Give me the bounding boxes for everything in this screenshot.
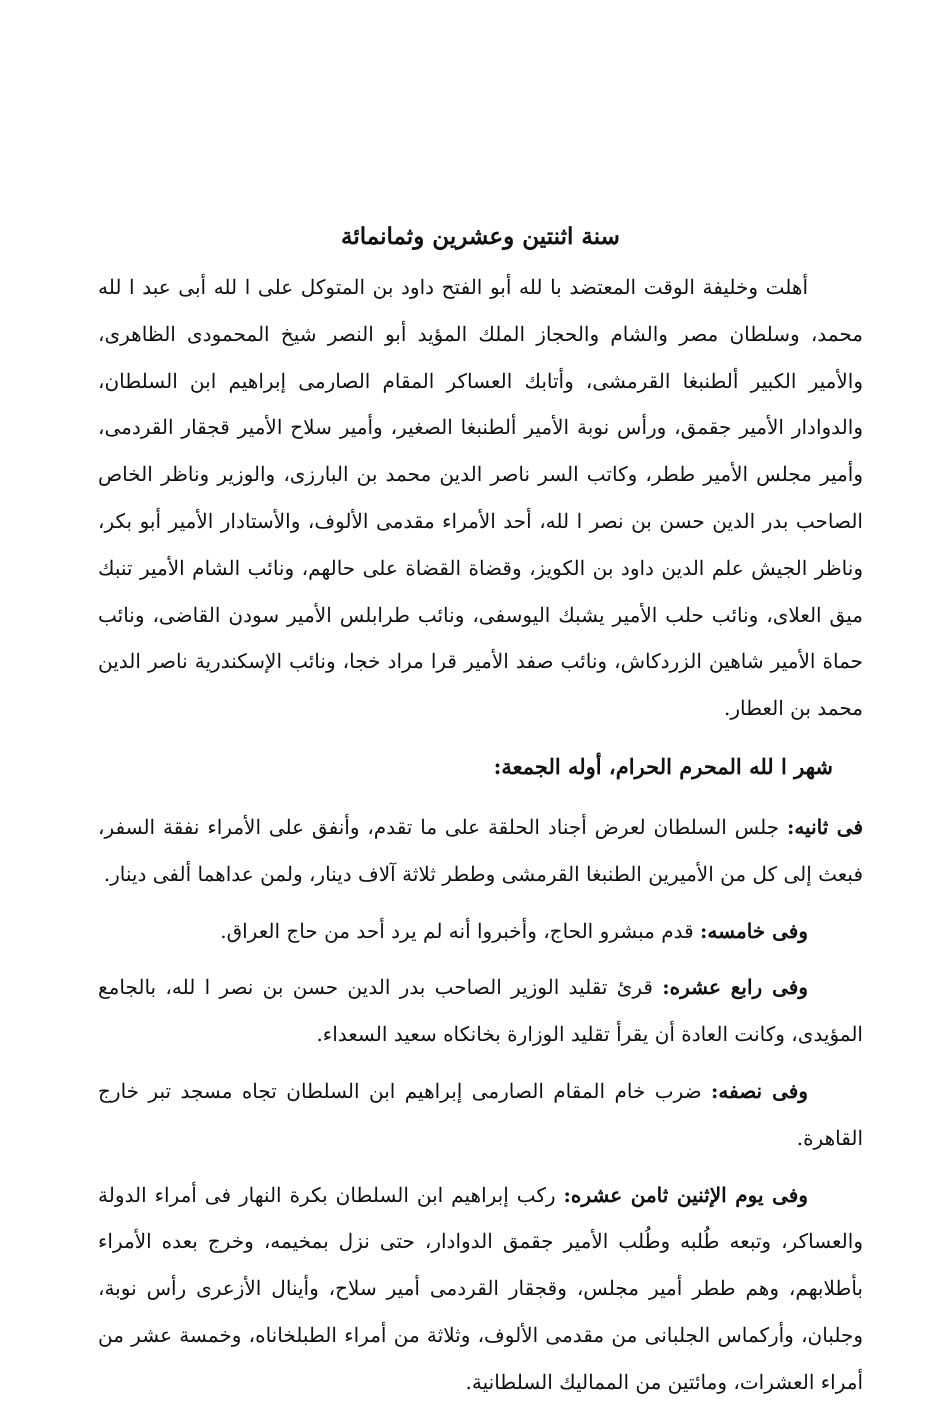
entry-text: ضرب خام المقام الصارمى إبراهيم ابن السلطان تجاه مسجد تبر خارج القاهرة. xyxy=(98,1078,863,1150)
entry-text: قدم مبشرو الحاج، وأخبروا أنه لم يرد أحد من حاج العراق. xyxy=(220,918,701,943)
entry-paragraph xyxy=(98,908,863,955)
entry-date-lead: وفى يوم الإثنين ثامن عشره: xyxy=(563,1182,808,1207)
intro-paragraph: أهلت وخليفة الوقت المعتضد با لله أبو الفتح داود بن المتوكل على ا لله أبى عبد ا لله محمد، وسلطان مصر والشام والحجاز الملك المؤيد أبو النصر شيخ المحمودى الظاهرى، والأمير الكبير ألطنبغا القرمشى، وأتابك العساكر المقام الصارمى إبراهيم ابن السلطان، والدوادار الأمير جقمق، ورأس نوبة الأمير ألطنبغا الصغير، وأمير سلاح الأمير قجقار القردمى، وأمير مجلس الأمير ططر، وكاتب السر ناصر الدين محمد بن البارزى، والوزير وناظر الخاص الصاحب بدر الدين حسن بن نصر ا لله، أحد الأمراء مقدمى الألوف، والأستادار الأمير أبو بكر، وناظر الجيش علم الدين داود بن الكويز، وقضاة القضاة على حالهم، ونائب الشام الأمير تنبك ميق العلاى، ونائب حلب الأمير يشبك اليوسفى، ونائب طرابلس الأمير سودن القاضى، ونائب حماة الأمير شاهين الزردكاش، ونائب صفد الأمير قرا مراد خجا، ونائب الإسكندرية ناصر الدين محمد بن العطار. xyxy=(98,275,863,721)
entry-paragraph xyxy=(98,964,863,1058)
entry-paragraph xyxy=(98,1068,863,1162)
entry-date-lead: وفى نصفه: xyxy=(710,1078,809,1103)
entry-date-lead: فى ثانيه: xyxy=(786,814,864,839)
entry-paragraph xyxy=(98,1172,863,1406)
entry-date-lead: وفى رابع عشره: xyxy=(662,975,808,1000)
entry-text: قرئ تقليد الوزير الصاحب بدر الدين حسن بن نصر ا لله، بالجامع المؤيدى، وكانت العادة أن يقرأ تقليد الوزارة بخانكاه سعيد السعداء. xyxy=(98,975,863,1047)
entry-paragraph xyxy=(98,804,863,898)
page-title: سنة اثنتين وعشرين وثمانمائة xyxy=(341,223,620,250)
entry-text: ركب إبراهيم ابن السلطان بكرة النهار فى أمراء الدولة والعساكر، وتبعه طُلبه وطُلب الأمير جقمق الدوادار، حتى نزل بمخيمه، وخرج بعده الأمراء بأطلابهم، وهم ططر أمير مجلس، وقجقار القردمى أمير سلاح، وأينال الأزعرى رأس نوبة، وجلبان، وأركماس الجلبانى من مقدمى الألوف، وثلاثة من أمراء الطبلخاناه، وخمسة عشر من أمراء العشرات، ومائتين من المماليك السلطانية. xyxy=(98,1182,863,1394)
month-heading: شهر ا لله المحرم الحرام، أوله الجمعة: xyxy=(493,753,833,779)
document-page xyxy=(98,220,863,1406)
entry-date-lead: وفى خامسه: xyxy=(700,918,808,943)
entry-text: جلس السلطان لعرض أجناد الحلقة على ما تقدم، وأنفق على الأمراء نفقة السفر، فبعث إلى كل من الأميرين الطنبغا القرمشى وططر ثلاثة آلاف دينار، ولمن عداهما ألفى دينار. xyxy=(98,814,863,886)
